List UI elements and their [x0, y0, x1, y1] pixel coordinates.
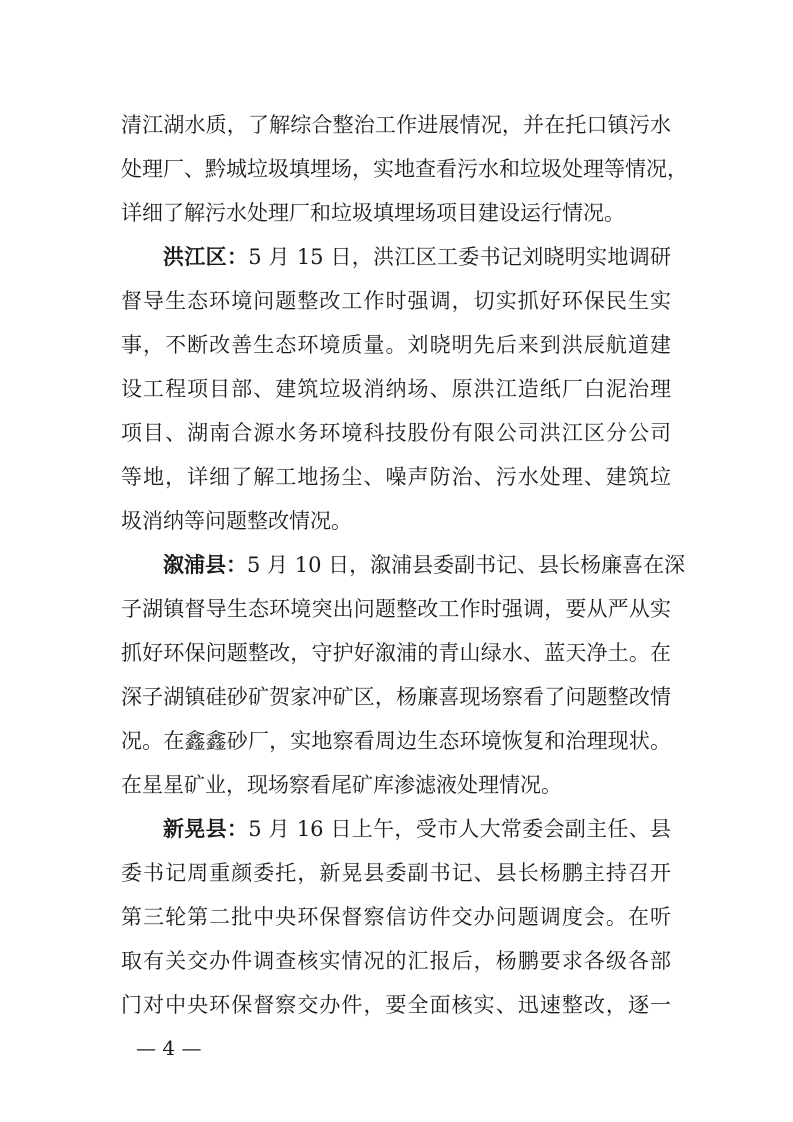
paragraph-2-lead: 洪江区：	[163, 245, 249, 269]
paragraph-2-line-3: 事，不断改善生态环境质量。刘晓明先后来到洪辰航道建	[121, 333, 671, 357]
paragraph-2-line-1-text: 5 月 15 日，洪江区工委书记刘晓明实地调研	[248, 245, 672, 269]
paragraph-3-line-1-text: 5 月 10 日，溆浦县委副书记、县长杨廉喜在深	[247, 553, 686, 577]
paragraph-4-line-2: 委书记周重颜委托，新晃县委副书记、县长杨鹏主持召开	[121, 861, 671, 885]
paragraph-3-line-1	[163, 549, 686, 581]
paragraph-4-line-5: 门对中央环保督察交办件，要全面核实、迅速整改，逐一	[121, 993, 671, 1017]
paragraph-4-line-3: 第三轮第二批中央环保督察信访件交办问题调度会。在听	[121, 905, 671, 929]
paragraph-4-line-1	[163, 813, 671, 845]
paragraph-3-lead: 溆浦县：	[163, 553, 247, 577]
paragraph-4-line-1-text: 5 月 16 日上午，受市人大常委会副主任、县	[248, 817, 672, 841]
paragraph-2-line-4: 设工程项目部、建筑垃圾消纳场、原洪江造纸厂白泥治理	[121, 377, 671, 401]
paragraph-3-line-4: 深子湖镇硅砂矿贺家冲矿区，杨廉喜现场察看了问题整改情	[121, 685, 671, 709]
paragraph-2-line-1	[163, 241, 671, 273]
paragraph-3-line-3: 抓好环保问题整改，守护好溆浦的青山绿水、蓝天净土。在	[121, 641, 671, 665]
paragraph-1-line-1: 清江湖水质，了解综合整治工作进展情况，并在托口镇污水	[121, 113, 671, 137]
page-number: — 4 —	[136, 1036, 202, 1060]
paragraph-1-line-3: 详细了解污水处理厂和垃圾填埋场项目建设运行情况。	[121, 201, 625, 225]
paragraph-2-line-6: 等地，详细了解工地扬尘、噪声防治、污水处理、建筑垃	[121, 465, 671, 489]
paragraph-2-line-2: 督导生态环境问题整改工作时强调，切实抓好环保民生实	[121, 289, 671, 313]
paragraph-3-line-2: 子湖镇督导生态环境突出问题整改工作时强调，要从严从实	[121, 597, 671, 621]
paragraph-2-line-7: 圾消纳等问题整改情况。	[121, 509, 352, 533]
paragraph-3-line-5: 况。在鑫鑫砂厂，实地察看周边生态环境恢复和治理现状。	[121, 729, 671, 753]
paragraph-3-line-6: 在星星矿业，现场察看尾矿库渗滤液处理情况。	[121, 773, 562, 797]
paragraph-4-line-4: 取有关交办件调查核实情况的汇报后，杨鹏要求各级各部	[121, 949, 671, 973]
paragraph-2-line-5: 项目、湖南合源水务环境科技股份有限公司洪江区分公司	[121, 421, 671, 445]
paragraph-4-lead: 新晃县：	[163, 817, 249, 841]
paragraph-1-line-2: 处理厂、黔城垃圾填埋场，实地查看污水和垃圾处理等情况，	[121, 157, 688, 181]
